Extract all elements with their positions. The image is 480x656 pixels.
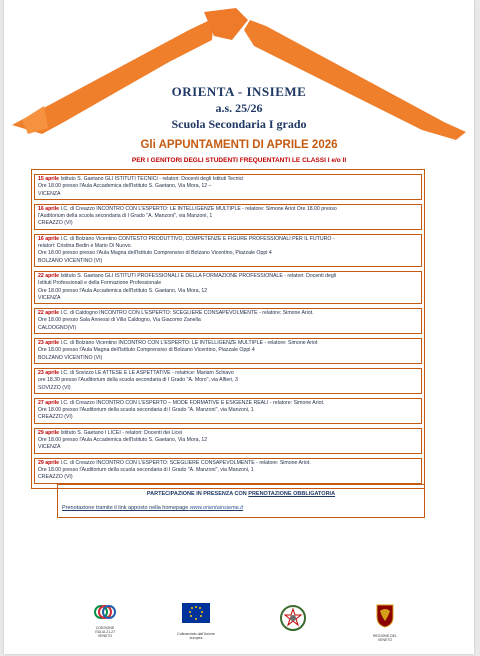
website-link[interactable]: www.orientainsieme.it — [189, 505, 243, 511]
regione-veneto-logo: REGIONE DEL VENETO — [368, 603, 402, 642]
event-item: 22 aprile Istituto S. Gaetano GLI ISTITUTI PROFESSIONALI E DELLA FORMAZIONE PROFESSIONALE - relatori: Docenti degli Istituti Professionali e della Formazione Professionale Ore 18.00 presso l'Aula Accademica dell'Istituto S. Gaetano, Via Mora, 12 VICENZA — [34, 271, 422, 304]
event-date: 29 aprile — [38, 429, 60, 436]
school-year: a.s. 25/26 — [215, 101, 263, 115]
event-item: 22 aprile I.C. di Caldogno INCONTRO CON L'ESPERTO: SCEGLIERE CONSAPEVOLMENTE - relatore: Simone Ariot. Ore 18.00 presso Sala Annessi di Villa Caldogno, Via Giacomo Zanella CALDOGNO(VI) — [34, 308, 422, 334]
events-list — [31, 169, 425, 489]
eu-flag-logo: Cofinanziato dall'Unione europea — [176, 603, 216, 640]
school-level: Scuola Secondaria I grado — [171, 117, 307, 131]
event-date: 16 aprile — [38, 205, 60, 212]
booking-note: Prenotazione tramite il link apposto nella homepage www.orientainsieme.it — [62, 505, 243, 511]
event-item: 29 aprile Istituto S. Gaetano I LICEI - relatori: Docenti dei Licei Ore 18.00 presso l'Aula Accademica dell'Istituto S. Gaetano, Via Mora, 12 VICENZA — [34, 428, 422, 454]
event-item: 16 aprile I.C. di Bolzano Vicentino CONTESTO PRODUTTIVO, COMPETENZE E FIGURE PROFESSIONALI PER IL FUTURO - relatori: Cristina Bedin e Mario Di Nuovo. Ore 18.00 presso presso l'Aula Magna dell'Istituto Comprensivo di Bolzano Vicentino, Piazzale Oppi 4 BOLZANO VICENTINO (VI) — [34, 234, 422, 267]
participation-line: PARTECIPAZIONE IN PRESENZA CON PRENOTAZIONE OBBLIGATORIA — [146, 491, 336, 497]
italian-republic-emblem — [278, 603, 308, 638]
coesione-italia-logo: COESIONE ITALIA 21-27 VENETO — [92, 603, 118, 638]
event-date: 29 aprile — [38, 459, 60, 466]
project-title: ORIENTA - INSIEME — [171, 84, 307, 99]
event-item: 16 aprile I.C. di Creazzo INCONTRO CON L'ESPERTO: LE INTELLIGENZE MULTIPLE - relatore: Simone Ariot Ore 18.00 presso l'Auditorium della scuola secondaria di I Grado "A. Manzoni", via Manzoni, 1 CREAZZO (VI) — [34, 204, 422, 230]
event-date: 23 aprile — [38, 369, 60, 376]
event-date: 27 aprile — [38, 399, 60, 406]
document-page — [4, 0, 474, 654]
event-item: 23 aprile I.C. di Bolzano Vicentino INCONTRO CON L'ESPERTO: LE INTELLIGENZE MULTIPLE - relatore: Simone Ariot Ore 18.00 presso l'Aula Magna dell'Istituto Comprensivo di Bolzano Vicentino, Piazzale Oppi 4 BOLZANO VICENTINO (VI) — [34, 338, 422, 364]
event-date: 23 aprile — [38, 340, 60, 347]
event-date: 15 aprile — [38, 176, 60, 182]
event-item: 27 aprile I.C. di Creazzo INCONTRO CON L'ESPERTO – MODE FORMATIVE E ESIGENZE REALI - relatore: Simone Ariot. Ore 18.00 presso l'Auditorium della scuola secondaria di I Grado "A. Manzoni", via Manzoni, 1 CREAZZO (VI) — [34, 398, 422, 424]
event-date: 16 aprile — [38, 235, 60, 242]
audience-line: PER I GENITORI DEGLI STUDENTI FREQUENTANTI LE CLASSI I e/o II — [131, 157, 347, 164]
event-item: 15 aprile Istituto S. Gaetano GLI ISTITUTI TECNICI - relatori: Docenti degli Istituti Tecnici Ore 18.00 presso l'Aula Accademica dell'Istituto S. Gaetano, Via Mora, 12 – VICENZA — [34, 174, 422, 200]
event-date: 22 aprile — [38, 310, 60, 317]
participation-box — [57, 484, 425, 518]
appointments-heading: Gli APPUNTAMENTI DI APRILE 2026 — [140, 139, 338, 151]
event-date: 22 aprile — [38, 272, 60, 279]
event-item: 29 aprile I.C. di Creazzo INCONTRO CON L'ESPERTO: SCEGLIERE CONSAPEVOLMENTE - relatore: Simone Ariot. Ore 18.00 presso l'Auditorium della scuola secondaria di I Grado "A. Manzoni", via Manzoni, 1 CREAZZO (VI) — [34, 458, 422, 484]
event-item: 23 aprile I.C. di Sovizzo LE ATTESE E LE ASPETTATIVE - relatrice: Mariam Schiavo ore 18.30 presso l'Auditorium della scuola secondaria di I Grado "A. Moro", via Alfieri, 3 SOVIZZO (VI) — [34, 368, 422, 394]
